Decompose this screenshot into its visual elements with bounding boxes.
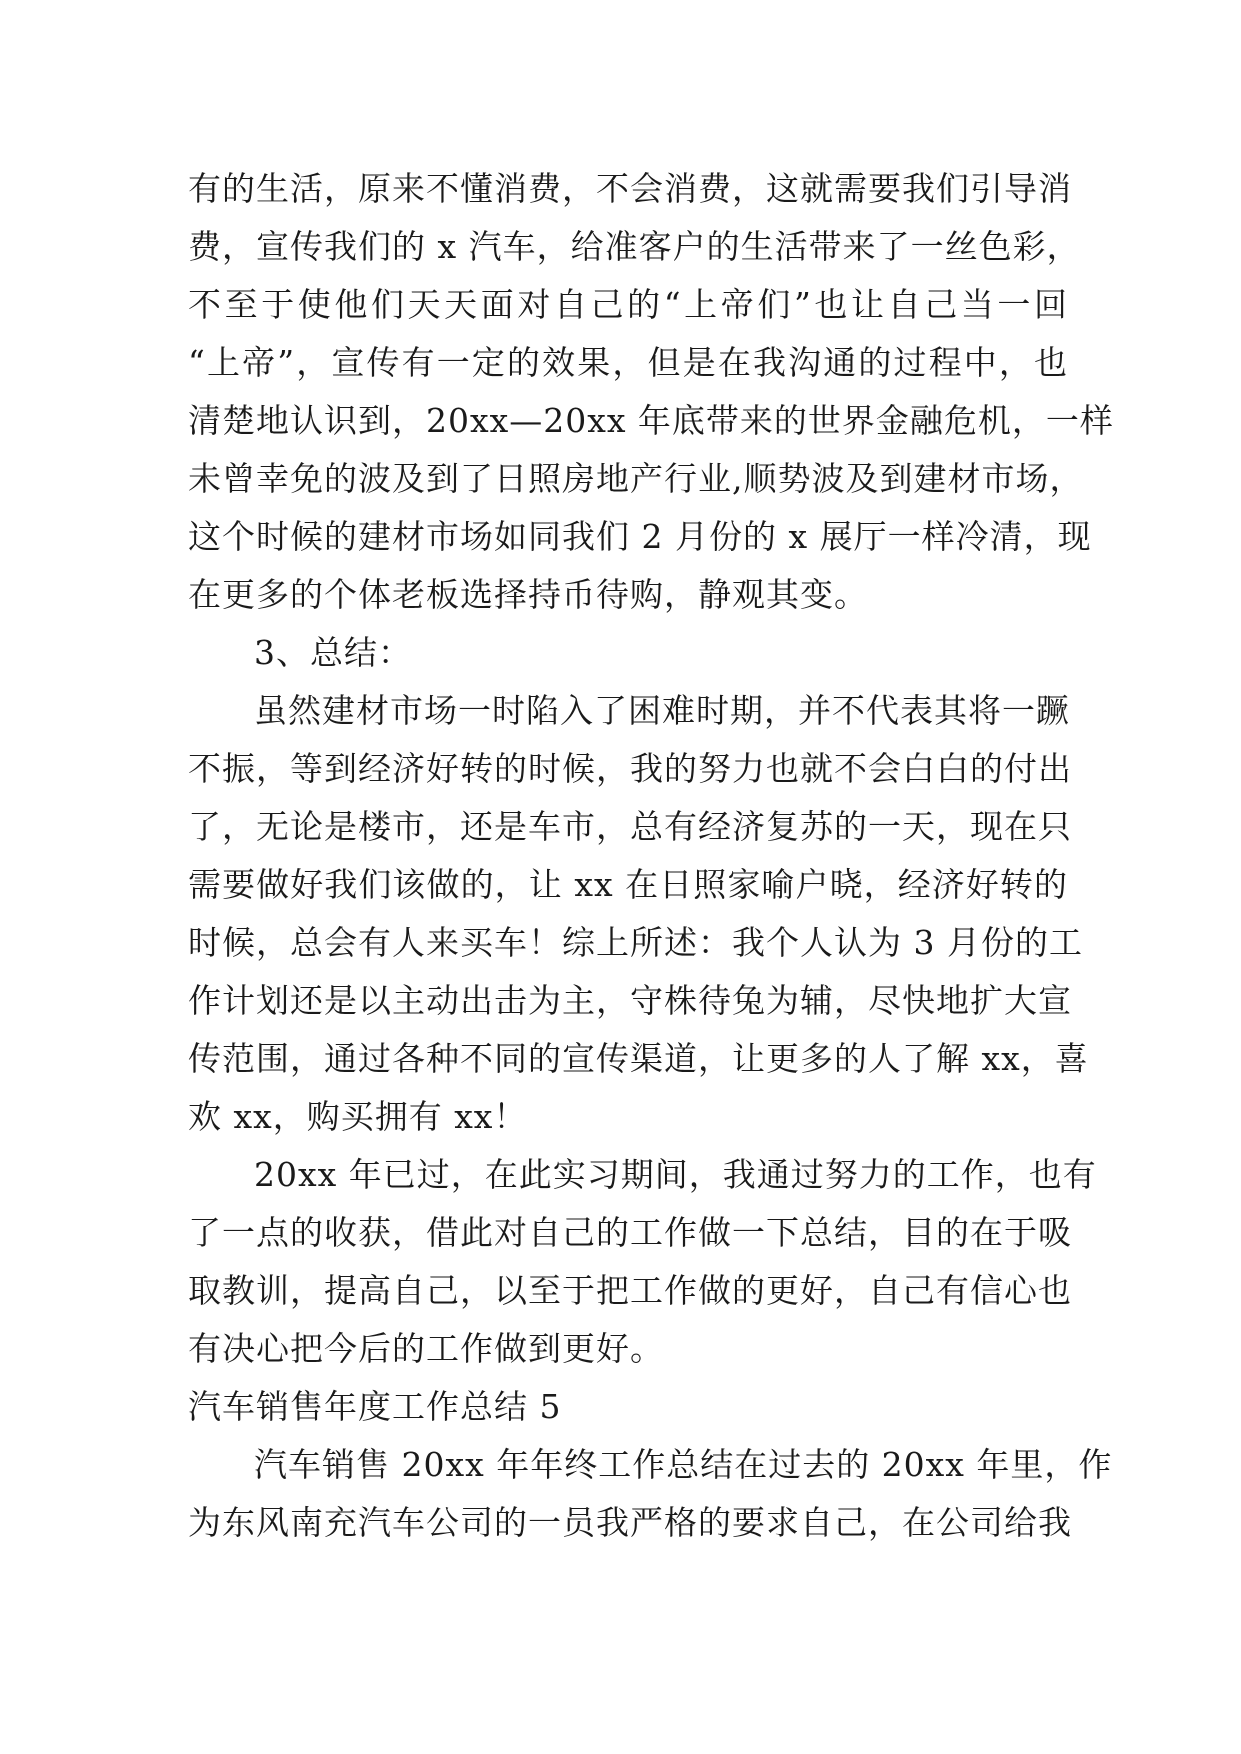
paragraph-line: 了，无论是楼市，还是车市，总有经济复苏的一天，现在只 bbox=[188, 807, 1072, 846]
paragraph-line: 有决心把今后的工作做到更好。 bbox=[188, 1329, 664, 1368]
paragraph-line: 未曾幸免的波及到了日照房地产行业,顺势波及到建材市场， bbox=[188, 459, 1084, 498]
paragraph-line: 清楚地认识到，20xx—20xx 年底带来的世界金融危机，一样 bbox=[188, 401, 1114, 440]
paragraph-line: 作计划还是以主动出击为主，守株待兔为辅，尽快地扩大宣 bbox=[188, 981, 1072, 1020]
paragraph-line: 不至于使他们天天面对自己的“上帝们”也让自己当一回 bbox=[188, 285, 1068, 324]
paragraph-line: 传范围，通过各种不同的宣传渠道，让更多的人了解 xx，喜 bbox=[188, 1039, 1089, 1078]
paragraph-line: 汽车销售 20xx 年年终工作总结在过去的 20xx 年里，作 bbox=[254, 1445, 1113, 1484]
paragraph-line: 欢 xx，购买拥有 xx！ bbox=[188, 1097, 528, 1136]
paragraph-line: 有的生活，原来不懂消费，不会消费，这就需要我们引导消 bbox=[188, 169, 1072, 208]
paragraph-line: 不振，等到经济好转的时候，我的努力也就不会白白的付出 bbox=[188, 749, 1072, 788]
paragraph-line: “上帝”，宣传有一定的效果，但是在我沟通的过程中，也 bbox=[188, 343, 1068, 382]
paragraph-line: 费，宣传我们的 x 汽车，给准客户的生活带来了一丝色彩， bbox=[188, 227, 1081, 266]
paragraph-line: 这个时候的建材市场如同我们 2 月份的 x 展厅一样冷清，现 bbox=[188, 517, 1092, 556]
paragraph-line: 取教训，提高自己，以至于把工作做的更好，自己有信心也 bbox=[188, 1271, 1072, 1310]
paragraph-line: 时候，总会有人来买车！综上所述：我个人认为 3 月份的工 bbox=[188, 923, 1083, 962]
paragraph-line: 了一点的收获，借此对自己的工作做一下总结，目的在于吸 bbox=[188, 1213, 1072, 1252]
paragraph-line: 在更多的个体老板选择持币待购，静观其变。 bbox=[188, 575, 868, 614]
section-heading: 3、总结： bbox=[254, 633, 412, 672]
paragraph-line: 需要做好我们该做的，让 xx 在日照家喻户晓，经济好转的 bbox=[188, 865, 1068, 904]
paragraph-line: 虽然建材市场一时陷入了困难时期，并不代表其将一蹶 bbox=[254, 691, 1070, 730]
document-body bbox=[188, 160, 1114, 1552]
paragraph-line: 为东风南充汽车公司的一员我严格的要求自己，在公司给我 bbox=[188, 1503, 1072, 1542]
paragraph-line: 20xx 年已过，在此实习期间，我通过努力的工作，也有 bbox=[254, 1155, 1097, 1194]
section-title: 汽车销售年度工作总结 5 bbox=[188, 1387, 562, 1426]
